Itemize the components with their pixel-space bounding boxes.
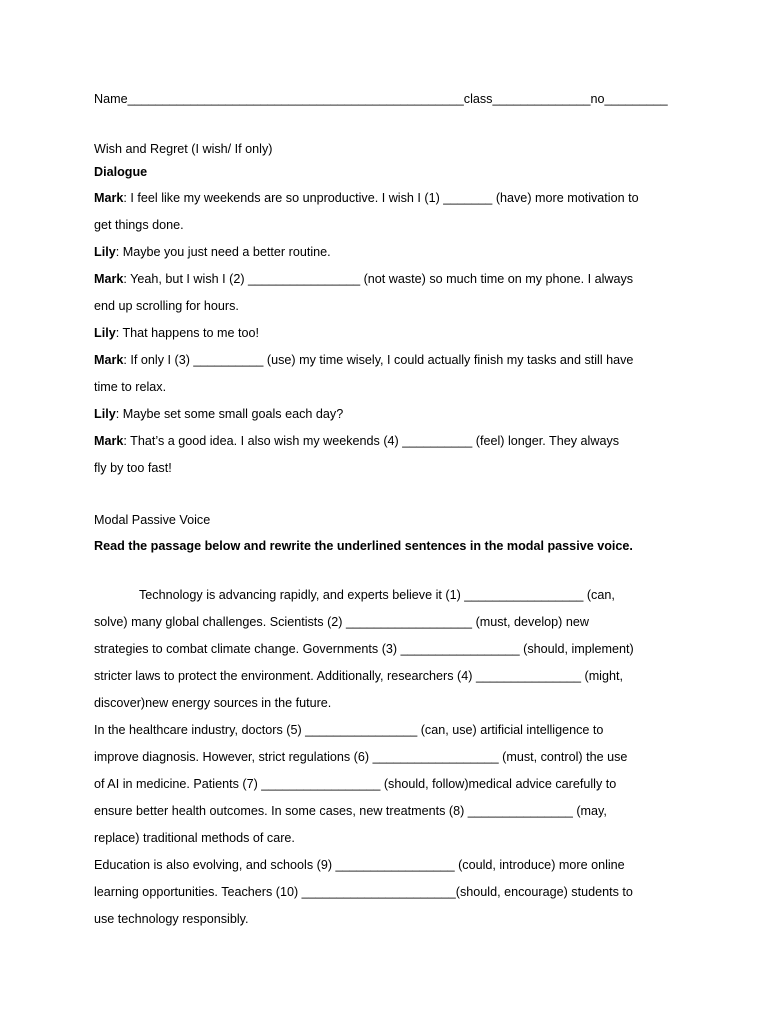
passage-line: solve) many global challenges. Scientists (2) __________________ (must, develop) new: [94, 615, 589, 629]
passage-line: replace) traditional methods of care.: [94, 831, 295, 845]
passage-line: strategies to combat climate change. Governments (3) _________________ (should, implement): [94, 642, 634, 656]
dialogue-line: [94, 190, 639, 206]
dialogue-line: [94, 406, 343, 422]
section-title-modal-passive: Modal Passive Voice: [94, 513, 211, 527]
speaker-name: Mark: [94, 272, 124, 286]
dialogue-text: : That happens to me too!: [115, 326, 259, 340]
passage-line: Technology is advancing rapidly, and experts believe it (1) _________________ (can,: [139, 588, 615, 602]
dialogue-text: : If only I (3) __________ (use) my time wisely, I could actually finish my tasks and still have: [123, 353, 634, 367]
passage-line: use technology responsibly.: [94, 912, 249, 926]
dialogue-line: [94, 379, 166, 395]
speaker-name: Lily: [94, 245, 116, 259]
dialogue-line: [94, 433, 619, 449]
passage-line: stricter laws to protect the environment. Additionally, researchers (4) _______________ (might,: [94, 669, 623, 683]
passage-line: of AI in medicine. Patients (7) _________________ (should, follow)medical advice carefully to: [94, 777, 617, 791]
dialogue-text: end up scrolling for hours.: [94, 299, 239, 313]
dialogue-line: [94, 244, 331, 260]
speaker-name: Lily: [94, 326, 116, 340]
speaker-name: Mark: [94, 434, 124, 448]
passage-line: learning opportunities. Teachers (10) ______________________(should, encourage) students to: [94, 885, 633, 899]
dialogue-line: [94, 298, 239, 314]
dialogue-line: [94, 217, 184, 233]
dialogue-line: [94, 325, 259, 341]
section-title-wish: Wish and Regret (I wish/ If only): [94, 142, 273, 156]
dialogue-line: [94, 271, 633, 287]
dialogue-text: : Maybe set some small goals each day?: [115, 407, 344, 421]
dialogue-text: : That’s a good idea. I also wish my weekends (4) __________ (feel) longer. They always: [123, 434, 620, 448]
speaker-name: Mark: [94, 353, 124, 367]
section-subtitle-dialogue: Dialogue: [94, 165, 148, 179]
passage-line: ensure better health outcomes. In some cases, new treatments (8) _______________ (may,: [94, 804, 607, 818]
dialogue-text: : Maybe you just need a better routine.: [115, 245, 331, 259]
name-class-no-field: Name________________________________________________class______________no_________: [94, 92, 668, 106]
dialogue-text: : Yeah, but I wish I (2) ________________ (not waste) so much time on my phone. I always: [123, 272, 634, 286]
dialogue-line: [94, 460, 172, 476]
dialogue-text: : I feel like my weekends are so unproductive. I wish I (1) _______ (have) more motivation to: [123, 191, 639, 205]
speaker-name: Lily: [94, 407, 116, 421]
passage-line: In the healthcare industry, doctors (5) ________________ (can, use) artificial intelligence to: [94, 723, 604, 737]
speaker-name: Mark: [94, 191, 124, 205]
dialogue-text: time to relax.: [94, 380, 167, 394]
passage-line: improve diagnosis. However, strict regulations (6) __________________ (must, control) the use: [94, 750, 628, 764]
dialogue-line: [94, 352, 633, 368]
dialogue-text: get things done.: [94, 218, 184, 232]
section-instruction: Read the passage below and rewrite the underlined sentences in the modal passive voice.: [94, 539, 633, 553]
passage-line: Education is also evolving, and schools (9) _________________ (could, introduce) more online: [94, 858, 625, 872]
passage-line: discover)new energy sources in the future.: [94, 696, 332, 710]
dialogue-text: fly by too fast!: [94, 461, 172, 475]
